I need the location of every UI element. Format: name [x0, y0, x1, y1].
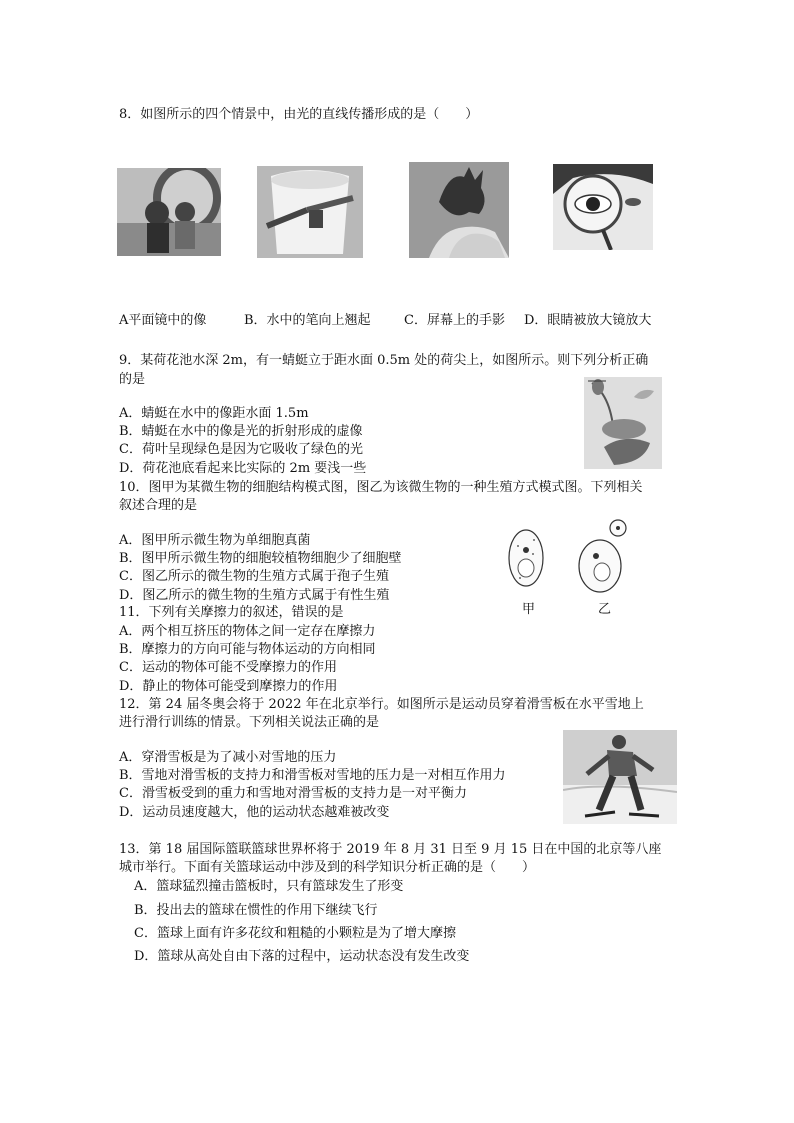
q9-stem-line2: 的是: [119, 372, 146, 387]
q10-stem-line1: 10．图甲为某微生物的细胞结构模式图，图乙为该微生物的一种生殖方式模式图。下列相关: [119, 480, 643, 495]
q12-option-c: C．滑雪板受到的重力和雪地对滑雪板的支持力是一对平衡力: [119, 786, 467, 801]
q13-option-c: C．篮球上面有许多花纹和粗糙的小颗粒是为了增大摩擦: [134, 926, 456, 941]
q13-option-a: A．篮球猛烈撞击篮板时，只有篮球发生了形变: [134, 879, 404, 894]
q13-stem-line1: 13．第 18 届国际篮联篮球世界杯将于 2019 年 8 月 31 日至 9 月 15 日在中国的北京等八座: [119, 842, 662, 857]
q10-label-jia: 甲: [522, 602, 536, 617]
q8-magnifier-eye-image: [553, 164, 653, 250]
q12-option-a: A．穿滑雪板是为了减小对雪地的压力: [119, 750, 337, 765]
q9-lotus-dragonfly-image: [584, 377, 662, 469]
q9-stem-line1: 9．某荷花池水深 2m，有一蜻蜓立于距水面 0.5m 处的荷尖上，如图所示。则下列分析正确: [119, 353, 649, 368]
q11-option-b: B．摩擦力的方向可能与物体运动的方向相同: [119, 642, 376, 657]
q12-skier-image: [563, 730, 677, 824]
q8-pen-in-water-image: [257, 166, 363, 258]
q8-option-b: B．水中的笔向上翘起: [244, 313, 371, 328]
q9-option-d: D．荷花池底看起来比实际的 2m 要浅一些: [119, 461, 367, 476]
q8-stem: 8．如图所示的四个情景中，由光的直线传播形成的是（ ）: [119, 107, 479, 122]
q9-option-c: C．荷叶呈现绿色是因为它吸收了绿色的光: [119, 442, 363, 457]
q10-option-a: A．图甲所示微生物为单细胞真菌: [119, 533, 311, 548]
q10-stem-line2: 叙述合理的是: [119, 498, 198, 513]
q10-option-d: D．图乙所示的微生物的生殖方式属于有性生殖: [119, 588, 390, 603]
q8-option-a: A平面镜中的像: [119, 313, 207, 328]
q9-option-b: B．蜻蜓在水中的像是光的折射形成的虚像: [119, 424, 363, 439]
q10-cell-diagrams: [500, 518, 650, 598]
q12-stem-line2: 进行滑行训练的情景。下列相关说法正确的是: [119, 715, 380, 730]
q11-option-d: D．静止的物体可能受到摩擦力的作用: [119, 679, 338, 694]
q13-stem-line2: 城市举行。下面有关篮球运动中涉及到的科学知识分析正确的是（ ）: [119, 860, 536, 875]
q8-option-d: D．眼睛被放大镜放大: [524, 313, 652, 328]
q12-option-d: D．运动员速度越大，他的运动状态越难被改变: [119, 805, 390, 820]
q11-option-a: A．两个相互挤压的物体之间一定存在摩擦力: [119, 624, 376, 639]
q11-stem: 11．下列有关摩擦力的叙述，错误的是: [119, 605, 344, 620]
q13-option-b: B．投出去的篮球在惯性的作用下继续飞行: [134, 903, 378, 918]
q12-option-b: B．雪地对滑雪板的支持力和滑雪板对雪地的压力是一对相互作用力: [119, 768, 506, 783]
q9-option-a: A．蜻蜓在水中的像距水面 1.5m: [119, 406, 309, 421]
q8-mirror-image: [117, 168, 221, 256]
q13-option-d: D．篮球从高处自由下落的过程中，运动状态没有发生改变: [134, 949, 470, 964]
q11-option-c: C．运动的物体可能不受摩擦力的作用: [119, 660, 337, 675]
q8-option-c: C．屏幕上的手影: [404, 313, 505, 328]
q10-option-c: C．图乙所示的微生物的生殖方式属于孢子生殖: [119, 569, 389, 584]
q12-stem-line1: 12．第 24 届冬奥会将于 2022 年在北京举行。如图所示是运动员穿着滑雪板在水平雪地上: [119, 697, 644, 712]
q8-hand-shadow-image: [409, 162, 509, 258]
q10-label-yi: 乙: [598, 602, 612, 617]
q10-option-b: B．图甲所示微生物的细胞较植物细胞少了细胞壁: [119, 551, 402, 566]
